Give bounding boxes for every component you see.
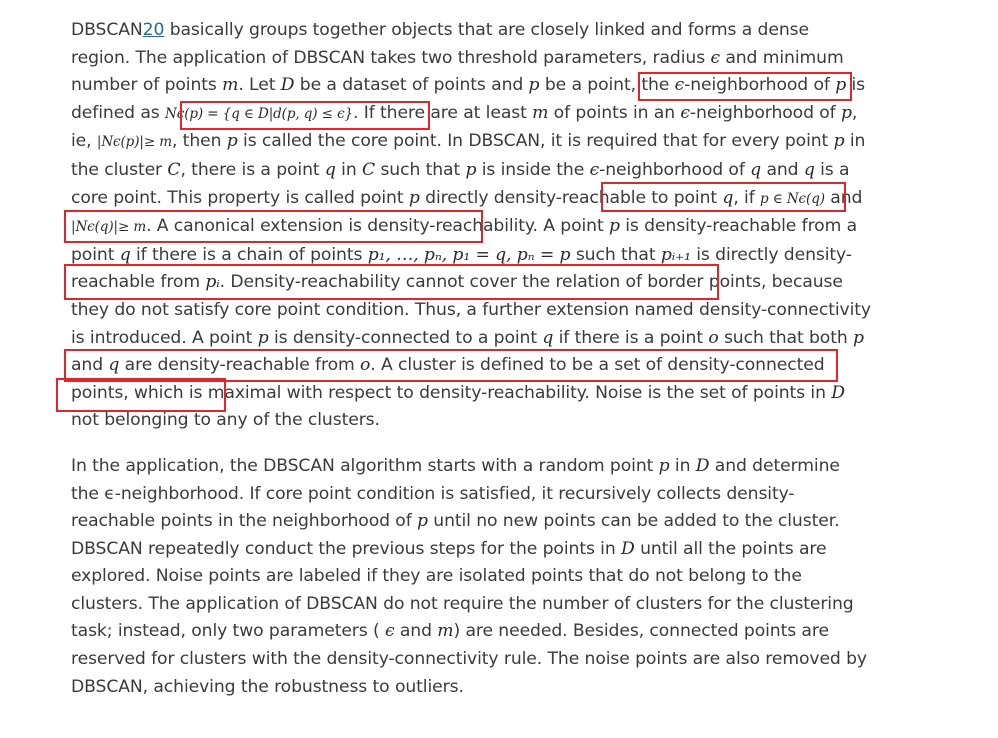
text-run: . Let (238, 75, 281, 96)
text-run: be a dataset of points and (294, 75, 529, 96)
math-q: q (722, 187, 734, 208)
text-run: -neighborhood of (684, 75, 836, 96)
paragraph-dbscan-definition (71, 17, 871, 435)
text-run: is inside the (476, 159, 590, 180)
math-m: m (532, 102, 549, 123)
math-p: p (408, 187, 420, 208)
math-q: q (119, 244, 131, 265)
text-run: and (71, 355, 109, 376)
math-p: p (226, 131, 238, 152)
text-run: until no new points can be added to the cluster. DBSCAN repeatedly conduct the previous steps for the points in (71, 511, 840, 559)
math-p: p (833, 131, 845, 152)
math-m: m (437, 621, 454, 642)
math-epsilon: ϵ (589, 159, 600, 180)
text-run: if there is a point (553, 327, 709, 348)
math-point-chain: p₁, …, pₙ, p₁ = q, pₙ = p (367, 244, 571, 265)
text-run: directly density-reachable to point (419, 187, 723, 208)
math-D: D (695, 455, 710, 476)
reference-link[interactable]: 20 (142, 20, 165, 40)
text-run: In the application, the DBSCAN algorithm starts with a random point (71, 455, 659, 476)
text-run: , ie, (71, 102, 858, 152)
text-run: DBSCAN (71, 20, 143, 40)
text-run: . If there are at least (353, 102, 533, 123)
text-run: such that (375, 159, 466, 180)
text-run: is density-connected to a point (268, 327, 543, 348)
text-run: is called the core point. In DBSCAN, it is required that for every point (237, 131, 834, 152)
text-run: are density-reachable from (119, 355, 361, 376)
text-run: basically groups together objects that are closely linked and forms a dense region. The application of DBSCAN takes two threshold parameters, radius (71, 20, 809, 68)
text-run: not belonging to any of the clusters. (71, 410, 380, 431)
math-q: q (803, 159, 815, 180)
text-run: in the cluster (71, 131, 866, 180)
math-p: p (608, 216, 620, 237)
math-p: p (257, 327, 269, 348)
math-C: C (167, 159, 181, 180)
text-run: and (394, 621, 438, 642)
math-p: p (853, 327, 864, 348)
text-run: in (335, 159, 363, 180)
text-run: is directly density-reachable from (71, 244, 852, 293)
text-run: of points in an (548, 102, 681, 123)
text-run: -neighborhood of (599, 159, 751, 180)
math-q: q (108, 355, 120, 376)
math-q: q (324, 159, 336, 180)
math-p: p (465, 159, 477, 180)
paragraph-dbscan-application (71, 453, 871, 701)
math-D: D (280, 75, 295, 96)
text-run: be a point, the (539, 75, 675, 96)
text-run: is a core point. This property is called point (71, 159, 850, 208)
text-run: . A canonical extension is density-reachability. A point (146, 216, 609, 237)
math-epsilon: ϵ (680, 102, 690, 123)
text-run: , there is a point (180, 159, 325, 180)
math-o: o (360, 355, 371, 376)
math-p: p (528, 75, 540, 96)
math-membership-condition: p ∈ Nϵ(q) (760, 190, 825, 207)
math-core-condition: |Nϵ(p)|≥ m (96, 134, 172, 151)
text-run: in (669, 455, 696, 476)
math-epsilon: ϵ (384, 621, 395, 642)
math-core-condition-q: |Nϵ(q)|≥ m (71, 219, 147, 236)
text-run: is density-reachable from a point (71, 216, 858, 265)
math-q: q (750, 159, 762, 180)
text-run: and minimum number of points (71, 47, 844, 96)
math-p-i: pᵢ (205, 272, 220, 293)
text-run: . A cluster is defined to be a set of density-connected points, which is maximal with respect to density-reachability. Noise is the set of points in (71, 355, 832, 403)
math-p: p (835, 75, 847, 96)
math-q: q (542, 327, 554, 348)
text-run: -neighborhood of (689, 102, 841, 123)
text-run: and (824, 187, 863, 208)
article-body (71, 17, 871, 701)
math-epsilon: ϵ (674, 75, 685, 96)
text-run: is defined as (71, 75, 866, 123)
text-run: and (761, 159, 804, 180)
math-m: m (222, 75, 239, 96)
text-run: such that both (718, 327, 853, 348)
math-o: o (708, 327, 719, 348)
math-C: C (362, 159, 376, 180)
text-run: until all the points are explored. Noise points are labeled if they are isolated points that do not belong to the clusters. The application of DBSCAN do not require the number of clusters for the clustering task; instead, only two parameters ( (71, 538, 854, 642)
math-p: p (841, 102, 852, 123)
text-run: , if (733, 187, 761, 208)
text-run: , then (171, 131, 227, 152)
text-run: . Density-reachability cannot cover the relation of border points, because they do not satisfy core point condition. Thus, a further extension named density-connectivity is introduced. A point (71, 272, 872, 348)
math-p: p (417, 511, 428, 532)
text-run: such that (570, 244, 661, 265)
text-run: and determine the ϵ-neighborhood. If core point condition is satisfied, it recursively collects density-reachable points in the neighborhood of (71, 455, 840, 532)
math-neighborhood-definition: Nϵ(p) = {q ∈ D|d(p, q) ≤ ϵ} (165, 105, 354, 122)
math-p: p (658, 455, 670, 476)
text-run: if there is a chain of points (130, 244, 368, 265)
math-D: D (621, 538, 635, 559)
text-run: ) are needed. Besides, connected points are reserved for clusters with the density-connectivity rule. The noise points are also removed by DBSCAN, achieving the robustness to outliers. (71, 621, 867, 697)
math-epsilon: ϵ (710, 47, 720, 68)
math-D: D (831, 382, 845, 403)
math-p-i-plus-1: pᵢ₊₁ (660, 244, 691, 265)
